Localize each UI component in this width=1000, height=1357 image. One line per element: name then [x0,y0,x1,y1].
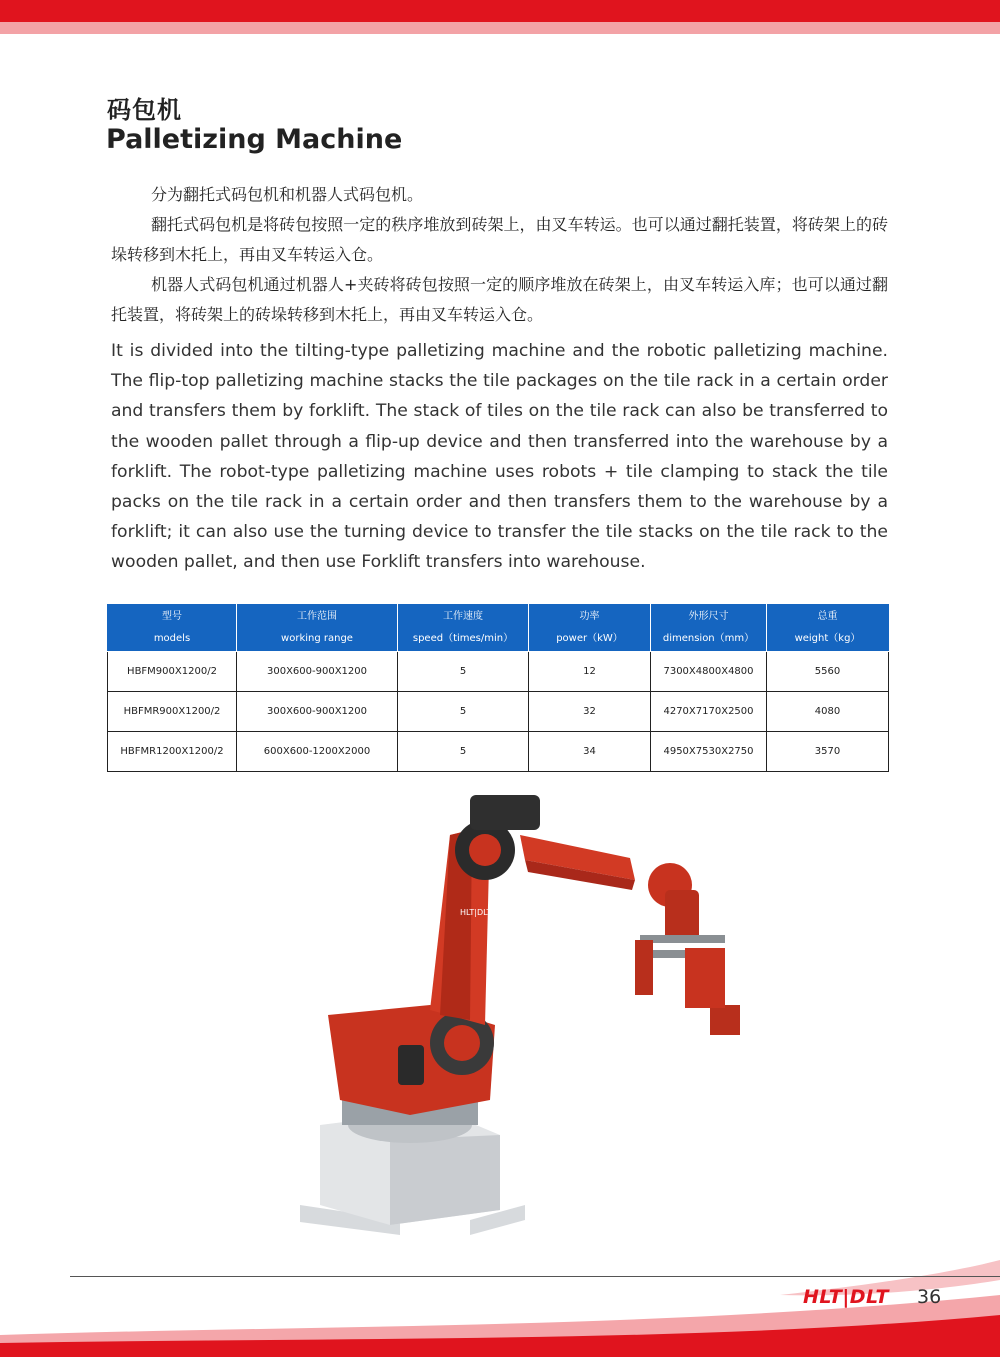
header-dimension: 外形尺寸 dimension（mm） [651,605,767,652]
brand-logo: HLT|DLT [803,1286,889,1308]
cell-speed: 5 [398,652,529,692]
page-number: 36 [917,1286,942,1308]
header-weight: 总重 weight（kg） [767,605,889,652]
top-red-band [0,0,1000,22]
cell-speed: 5 [398,692,529,732]
page-title-cn: 码包机 [107,96,182,124]
header-speed: 工作速度 speed（times/min） [398,605,529,652]
cell-range: 600X600-1200X2000 [237,732,398,772]
robot-rear-motor [470,795,540,830]
robot-elbow-cap [469,834,501,866]
intro-cn-paragraph: 机器人式码包机通过机器人+夹砖将砖包按照一定的顺序堆放在砖架上，由叉车转运入库；也可以通过翻托装置，将砖架上的砖垛转移到木托上，再由叉车转运入仓。 [111,275,888,324]
table-header-row [108,605,889,652]
header-working-range: 工作范围 working range [237,605,398,652]
robot-gripper-jaw [635,940,653,995]
spec-table [107,604,889,772]
cell-power: 34 [529,732,651,772]
robot-base-side [390,1135,500,1225]
cell-model: HBFMR1200X1200/2 [108,732,237,772]
table-row [108,652,889,692]
table-row [108,692,889,732]
cell-dimension: 4270X7170X2500 [651,692,767,732]
robot-motor-small [398,1045,424,1085]
cell-model: HBFMR900X1200/2 [108,692,237,732]
intro-en [111,336,888,578]
robot-wrist-joint [665,890,699,940]
intro-en-paragraph: It is divided into the tilting-type palletizing machine and the robotic palletizing machine. The flip-top palletizing machine stacks the tile packages on the tile rack in a certain order and transfers them by forklift. The stack of tiles on the tile rack can also be transferred to the wooden pallet through a flip-up device and then transferred into the warehouse by a forklift. The robot-type palletizing machine uses robots + tile clamping to stack the tile packs on the tile rack in a certain order and then transfers them to the warehouse by a forklift; it can also use the turning device to transfer the tile stacks on the tile rack to the wooden pallet, and then use Forklift transfers into warehouse. [111,341,888,573]
cell-weight: 4080 [767,692,889,732]
cell-speed: 5 [398,732,529,772]
cell-weight: 5560 [767,652,889,692]
footer-divider [70,1276,1000,1277]
cell-power: 32 [529,692,651,732]
robot-gripper-frame [685,948,725,1008]
top-pink-band [0,22,1000,34]
cell-model: HBFM900X1200/2 [108,652,237,692]
cell-power: 12 [529,652,651,692]
robot-gripper-pad [710,1005,740,1035]
cell-dimension: 7300X4800X4800 [651,652,767,692]
cell-weight: 3570 [767,732,889,772]
intro-cn-paragraph: 翻托式码包机是将砖包按照一定的秩序堆放到砖架上，由叉车转运。也可以通过翻托装置，将砖架上的砖垛转移到木托上，再由叉车转运入仓。 [111,215,888,264]
cell-range: 300X600-900X1200 [237,652,398,692]
header-models: 型号 models [108,605,237,652]
intro-cn-paragraph: 分为翻托式码包机和机器人式码包机。 [151,185,424,204]
robot-motor-cap [444,1025,480,1061]
table-row [108,732,889,772]
cell-dimension: 4950X7530X2750 [651,732,767,772]
robot-illustration [280,780,750,1250]
intro-cn [111,180,888,330]
cell-range: 300X600-900X1200 [237,692,398,732]
header-power: 功率 power（kW） [529,605,651,652]
page-title-en: Palletizing Machine [106,124,403,155]
robot-arm-label: HLT|DLT [460,908,492,917]
